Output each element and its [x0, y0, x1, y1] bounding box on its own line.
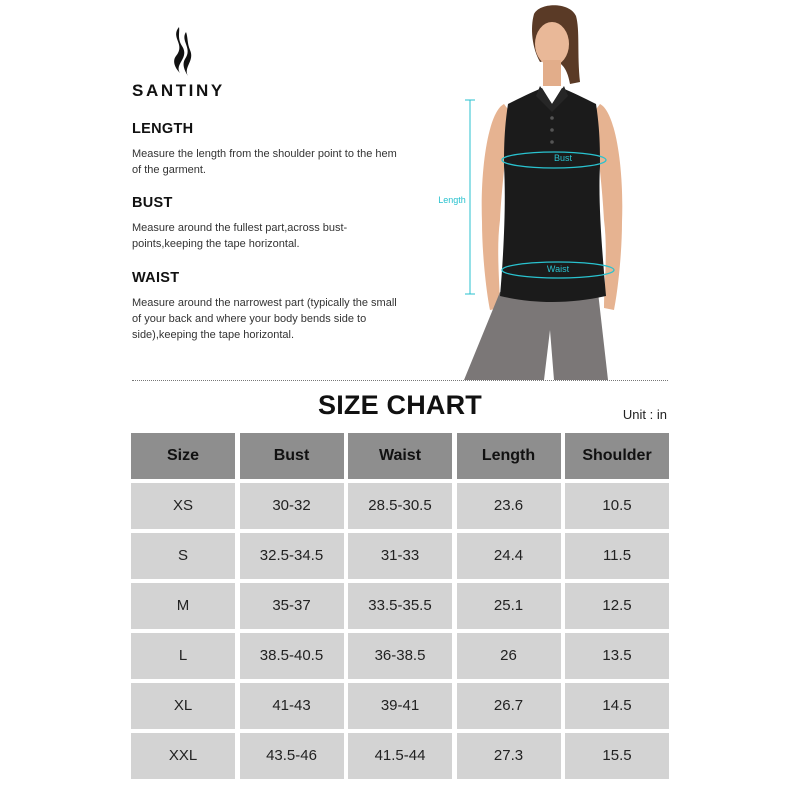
length-section [132, 121, 402, 178]
table-cell: 24.4 [457, 533, 561, 579]
table-cell: 13.5 [565, 633, 669, 679]
table-header-length: Length [457, 433, 561, 479]
section-divider [132, 380, 668, 381]
table-header-shoulder: Shoulder [565, 433, 669, 479]
table-cell: 27.3 [457, 733, 561, 779]
bust-heading: BUST [132, 195, 173, 211]
table-cell: 33.5-35.5 [348, 583, 452, 629]
brand [132, 26, 242, 100]
table-cell: 39-41 [348, 683, 452, 729]
table-cell: S [131, 533, 235, 579]
table-cell: 43.5-46 [240, 733, 344, 779]
table-cell: 23.6 [457, 483, 561, 529]
table-cell: 30-32 [240, 483, 344, 529]
table-cell: 31-33 [348, 533, 452, 579]
table-cell: 25.1 [457, 583, 561, 629]
table-cell: XXL [131, 733, 235, 779]
table-header-bust: Bust [240, 433, 344, 479]
unit-label: Unit : in [622, 407, 667, 422]
table-cell: XL [131, 683, 235, 729]
table-cell: M [131, 583, 235, 629]
waist-heading: WAIST [132, 270, 180, 286]
table-cell: 41.5-44 [348, 733, 452, 779]
table-cell: 28.5-30.5 [348, 483, 452, 529]
table-cell: 41-43 [240, 683, 344, 729]
table-cell: L [131, 633, 235, 679]
waist-label: Waist [546, 264, 570, 274]
table-cell: 15.5 [565, 733, 669, 779]
table-cell: 10.5 [565, 483, 669, 529]
table-cell: 11.5 [565, 533, 669, 579]
table-cell: 26.7 [457, 683, 561, 729]
length-description: Measure the length from the shoulder point to the hem of the garment. [132, 148, 397, 176]
table-header-size: Size [131, 433, 235, 479]
table-cell: 12.5 [565, 583, 669, 629]
waist-section [132, 270, 402, 343]
table-cell: 26 [457, 633, 561, 679]
table-cell: 36-38.5 [348, 633, 452, 679]
bust-description: Measure around the fullest part,across bust-points,keeping the tape horizontal. [132, 222, 348, 250]
flame-logo-icon [166, 26, 196, 78]
table-cell: 32.5-34.5 [240, 533, 344, 579]
table-cell: 14.5 [565, 683, 669, 729]
length-heading: LENGTH [132, 121, 194, 137]
table-cell: 35-37 [240, 583, 344, 629]
size-table [131, 433, 669, 779]
table-cell: 38.5-40.5 [240, 633, 344, 679]
size-chart-title: SIZE CHART [318, 390, 482, 420]
bust-label: Bust [553, 153, 573, 163]
table-cell: XS [131, 483, 235, 529]
length-label: Length [438, 195, 466, 205]
table-header-waist: Waist [348, 433, 452, 479]
model-illustration [430, 0, 670, 380]
brand-name: SANTINY [132, 81, 225, 100]
bust-section [132, 195, 402, 252]
waist-description: Measure around the narrowest part (typically the small of your back and where your body bends side to side),keeping the tape horizontal. [132, 297, 397, 341]
